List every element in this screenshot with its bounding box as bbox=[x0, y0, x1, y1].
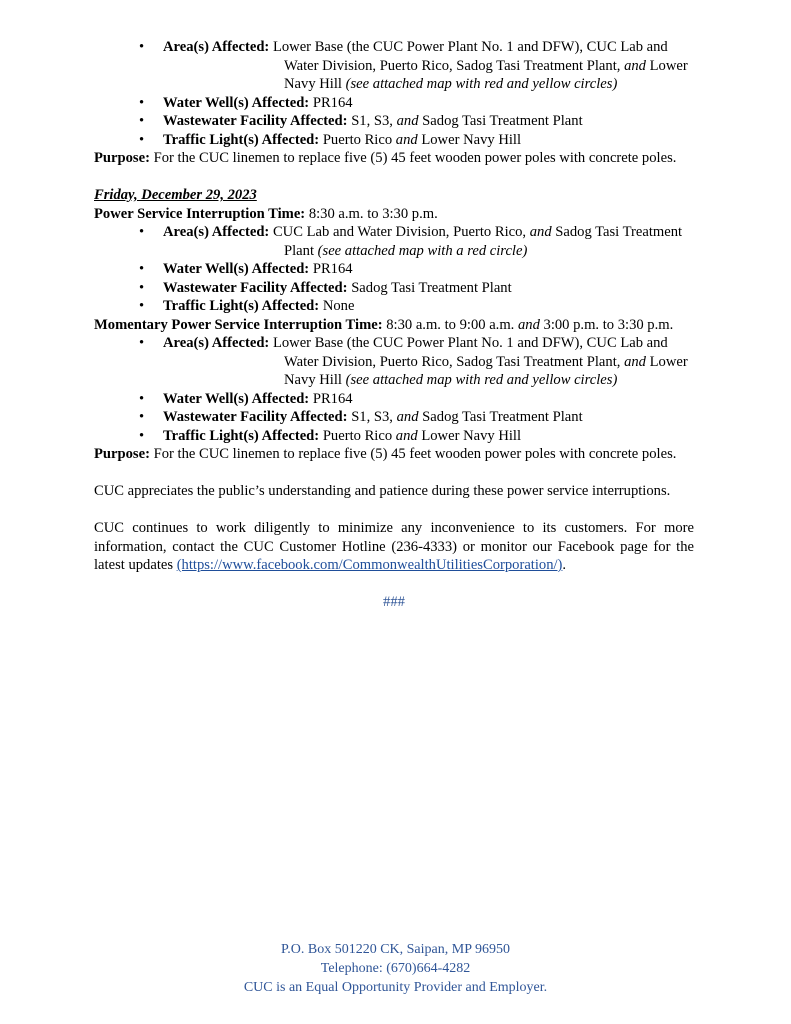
traffic-light-item bbox=[94, 297, 694, 316]
well-value: PR164 bbox=[312, 261, 353, 277]
footer-address: P.O. Box 501220 CK, Saipan, MP 96950 bbox=[281, 942, 510, 957]
well-label: Water Well(s) Affected: bbox=[163, 261, 310, 277]
water-well-item bbox=[94, 94, 694, 113]
wastewater-item bbox=[94, 408, 694, 427]
facebook-link[interactable]: (https://www.facebook.com/CommonwealthUtilitiesCorporation/) bbox=[176, 557, 563, 573]
contact-text: CUC continues to work diligently to minimize any inconvenience to its customers. For more information, contact the CUC Customer Hotline (236-4333) or monitor our Facebook page for the latest updates bbox=[94, 520, 694, 573]
well-label: Water Well(s) Affected: bbox=[163, 94, 310, 111]
area-label: Area(s) Affected: bbox=[163, 224, 270, 240]
area-affected-item bbox=[94, 223, 694, 260]
well-value: PR164 bbox=[312, 390, 353, 407]
period: . bbox=[562, 557, 567, 573]
area-text2: Lower Navy Hill bbox=[284, 353, 688, 388]
mpsi-and: and bbox=[517, 316, 540, 333]
footer-eeo: CUC is an Equal Opportunity Provider and Employer. bbox=[243, 980, 548, 995]
traffic-value: Puerto Rico bbox=[322, 427, 393, 444]
purpose-label: Purpose: bbox=[94, 150, 150, 166]
area-affected-item bbox=[94, 334, 694, 390]
psi-label: Power Service Interruption Time: bbox=[94, 205, 306, 222]
traffic-and: and bbox=[395, 427, 418, 444]
momentary-interruption-time bbox=[94, 316, 694, 335]
mpsi-value1: 8:30 a.m. to 9:00 a.m. bbox=[386, 316, 515, 333]
waste-and: and bbox=[396, 113, 419, 129]
power-interruption-time bbox=[94, 205, 694, 224]
footer-telephone: Telephone: (670)664-4282 bbox=[320, 961, 471, 976]
purpose-line bbox=[94, 445, 694, 464]
purpose-label: Purpose: bbox=[94, 446, 150, 462]
area-note: (see attached map with red and yellow circles) bbox=[345, 372, 618, 388]
traffic-light-item bbox=[94, 131, 694, 150]
well-label: Water Well(s) Affected: bbox=[163, 390, 310, 407]
purpose-text: For the CUC linemen to replace five (5) 45 feet wooden power poles with concrete poles. bbox=[153, 446, 677, 462]
water-well-item bbox=[94, 260, 694, 279]
area-label: Area(s) Affected: bbox=[163, 335, 270, 351]
waste-value: Sadog Tasi Treatment Plant bbox=[351, 279, 512, 296]
area-note: (see attached map with a red circle) bbox=[317, 242, 528, 259]
traffic-value: Puerto Rico bbox=[322, 131, 393, 148]
wastewater-item bbox=[94, 112, 694, 131]
area-affected-item bbox=[94, 38, 694, 94]
bullet-icon: • bbox=[139, 427, 145, 444]
purpose-text: For the CUC linemen to replace five (5) 45 feet wooden power poles with concrete poles. bbox=[153, 150, 677, 166]
bullet-icon: • bbox=[139, 94, 145, 111]
bullet-icon: • bbox=[139, 279, 145, 296]
area-text: Lower Base (the CUC Power Plant No. 1 and DFW), CUC Lab and Water Division, Puerto Rico, Sadog Tasi Treatment Plant, bbox=[272, 335, 668, 370]
mpsi-label: Momentary Power Service Interruption Time: bbox=[94, 316, 383, 333]
waste-label: Wastewater Facility Affected: bbox=[163, 113, 348, 129]
area-text2: Sadog Tasi Treatment Plant bbox=[284, 224, 683, 259]
end-mark: ### bbox=[383, 594, 405, 610]
well-value: PR164 bbox=[312, 94, 353, 111]
bullet-icon: • bbox=[139, 409, 145, 425]
contact-paragraph bbox=[94, 519, 694, 575]
area-label: Area(s) Affected: bbox=[163, 39, 270, 55]
mpsi-value2: 3:00 p.m. to 3:30 p.m. bbox=[543, 316, 674, 333]
waste-label: Wastewater Facility Affected: bbox=[163, 409, 348, 425]
traffic-label: Traffic Light(s) Affected: bbox=[163, 131, 320, 148]
waste-value: S1, S3, bbox=[351, 409, 393, 425]
area-note: (see attached map with red and yellow circles) bbox=[345, 76, 618, 92]
area-and: and bbox=[529, 224, 552, 240]
psi-value: 8:30 a.m. to 3:30 p.m. bbox=[308, 205, 438, 222]
bullet-icon: • bbox=[139, 261, 145, 277]
traffic-value2: Lower Navy Hill bbox=[421, 427, 522, 444]
bullet-icon: • bbox=[139, 224, 145, 240]
water-well-item bbox=[94, 390, 694, 409]
page-footer bbox=[0, 940, 791, 997]
traffic-label: Traffic Light(s) Affected: bbox=[163, 298, 320, 314]
waste-value: S1, S3, bbox=[351, 113, 393, 129]
section-date: Friday, December 29, 2023 bbox=[94, 187, 257, 203]
document-body bbox=[94, 38, 694, 612]
bullet-icon: • bbox=[139, 298, 145, 314]
traffic-value2: Lower Navy Hill bbox=[421, 131, 522, 148]
traffic-value: None bbox=[322, 298, 355, 314]
waste-value2: Sadog Tasi Treatment Plant bbox=[422, 409, 583, 425]
bullet-icon: • bbox=[139, 39, 145, 55]
traffic-label: Traffic Light(s) Affected: bbox=[163, 427, 320, 444]
bullet-icon: • bbox=[139, 113, 145, 129]
area-text: Lower Base (the CUC Power Plant No. 1 and DFW), CUC Lab and Water Division, Puerto Rico, Sadog Tasi Treatment Plant, bbox=[272, 39, 668, 74]
bullet-icon: • bbox=[139, 335, 145, 351]
wastewater-item bbox=[94, 279, 694, 298]
traffic-light-item bbox=[94, 427, 694, 446]
traffic-and: and bbox=[395, 131, 418, 148]
area-and: and bbox=[624, 353, 646, 370]
purpose-line bbox=[94, 149, 694, 168]
bullet-icon: • bbox=[139, 131, 145, 148]
area-text2: Lower Navy Hill bbox=[284, 57, 688, 92]
waste-value2: Sadog Tasi Treatment Plant bbox=[422, 113, 583, 129]
waste-label: Wastewater Facility Affected: bbox=[163, 279, 348, 296]
appreciation-paragraph: CUC appreciates the public’s understanding and patience during these power service interruptions. bbox=[94, 483, 671, 499]
area-and: and bbox=[624, 57, 646, 74]
waste-and: and bbox=[396, 409, 419, 425]
area-text: CUC Lab and Water Division, Puerto Rico, bbox=[272, 224, 527, 240]
bullet-icon: • bbox=[139, 390, 145, 407]
